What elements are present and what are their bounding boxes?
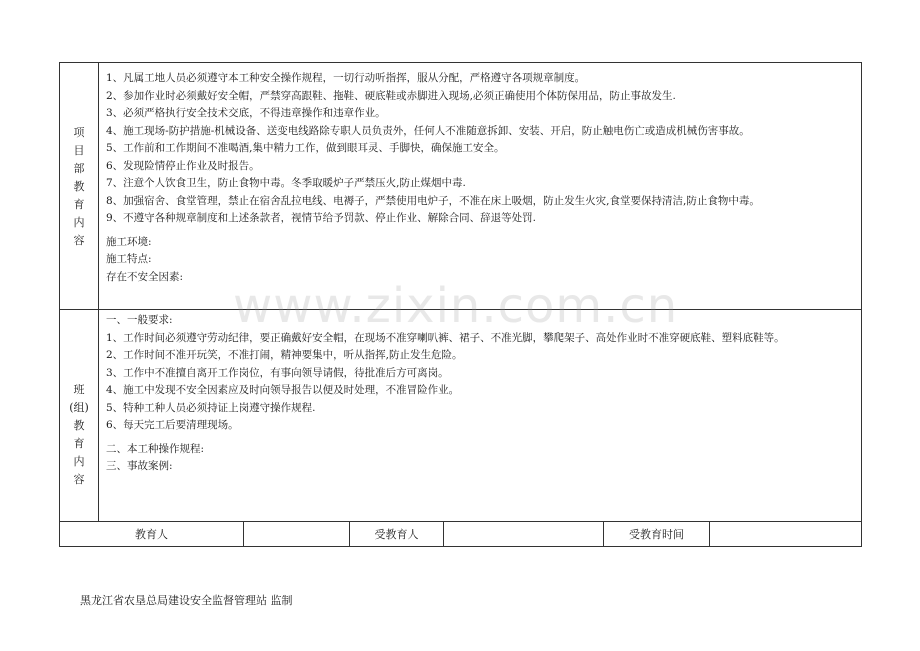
issuer-footer: 黑龙江省农垦总局建设安全监督管理站 监制 xyxy=(80,594,293,607)
team-education-label: 班 (组) 教 育 内 容 xyxy=(69,383,89,486)
rule-item: 4、施工中发现不安全因素应及时向领导报告以便及时处理，不准冒险作业。 xyxy=(106,384,460,396)
educator-value[interactable] xyxy=(244,522,349,547)
rule-item: 5、工作前和工作期间不准喝酒,集中精力工作，做到眼耳灵、手脚快，确保施工安全。 xyxy=(106,142,505,154)
general-requirements-heading: 一、一般要求: xyxy=(106,314,173,326)
project-dept-education-content xyxy=(106,70,851,286)
rule-item: 3、必须严格执行安全技术交底，不得违章操作和违章作业。 xyxy=(106,107,386,119)
construction-features-field: 施工特点: xyxy=(106,253,152,265)
rule-item: 6、发现险情停止作业及时报告。 xyxy=(106,159,260,172)
rule-item: 8、加强宿舍、食堂管理，禁止在宿舍乱拉电线、电褥子，严禁使用电炉子，不准在床上吸烟，防止发生火灾,食堂要保持清洁,防止食物中毒。 xyxy=(106,194,760,207)
rule-item: 4、施工现场-防护措施-机械设备、送变电线路除专职人员负责外，任何人不准随意拆卸、安装、开启，防止触电伤亡或造成机械伤害事故。 xyxy=(106,124,750,137)
rule-item: 3、工作中不准擅自离开工作岗位，有事向领导请假，待批准后方可离岗。 xyxy=(106,366,449,379)
label-column-divider xyxy=(98,63,99,522)
rule-item: 1、凡属工地人员必须遵守本工种安全操作规程，一切行动听指挥，服从分配，严格遵守各项规章制度。 xyxy=(106,72,586,84)
educator-label: 教育人 xyxy=(135,528,168,541)
watermark: www.zixin.com.cn xyxy=(233,278,679,334)
rule-item: 9、不遵守各种规章制度和上述条款者，视情节给予罚款、停止作业、解除合同、辞退等处罚. xyxy=(106,212,537,224)
educatee-label: 受教育人 xyxy=(374,528,419,541)
project-dept-education-label: 项 目 部 教 育 内 容 xyxy=(73,126,85,247)
construction-environment-field: 施工环境: xyxy=(106,235,152,248)
rule-item: 2、工作时间不准开玩笑，不准打闹，精神要集中，听从指挥,防止发生危险。 xyxy=(106,349,463,361)
section-divider xyxy=(60,309,861,310)
rule-item: 6、每天完工后要清理现场。 xyxy=(106,419,239,431)
unsafe-factors-field: 存在不安全因素: xyxy=(106,270,184,283)
rule-item: 2、参加作业时必须戴好安全帽，严禁穿高跟鞋、拖鞋、硬底鞋或赤脚进入现场,必须正确使用个体防保用品，防止事故发生. xyxy=(106,89,676,102)
education-form-table xyxy=(59,62,862,547)
education-time-value[interactable] xyxy=(710,522,862,547)
rule-item: 5、特种工种人员必须持证上岗遵守操作规程. xyxy=(106,401,316,414)
team-education-content xyxy=(106,312,851,476)
education-time-label: 受教育时间 xyxy=(629,528,684,541)
rule-item: 1、工作时间必须遵守劳动纪律，要正确戴好安全帽，在现场不准穿喇叭裤、裙子、不准光脚，攀爬架子、高处作业时不准穿硬底鞋、塑料底鞋等。 xyxy=(106,331,785,344)
rule-item: 7、注意个人饮食卫生，防止食物中毒。冬季取暖炉子严禁压火,防止煤烟中毒. xyxy=(106,177,466,189)
accident-cases-heading: 三、事故案例: xyxy=(106,460,173,472)
operation-rules-heading: 二、本工种操作规程: xyxy=(106,442,205,455)
educatee-value[interactable] xyxy=(444,522,603,547)
